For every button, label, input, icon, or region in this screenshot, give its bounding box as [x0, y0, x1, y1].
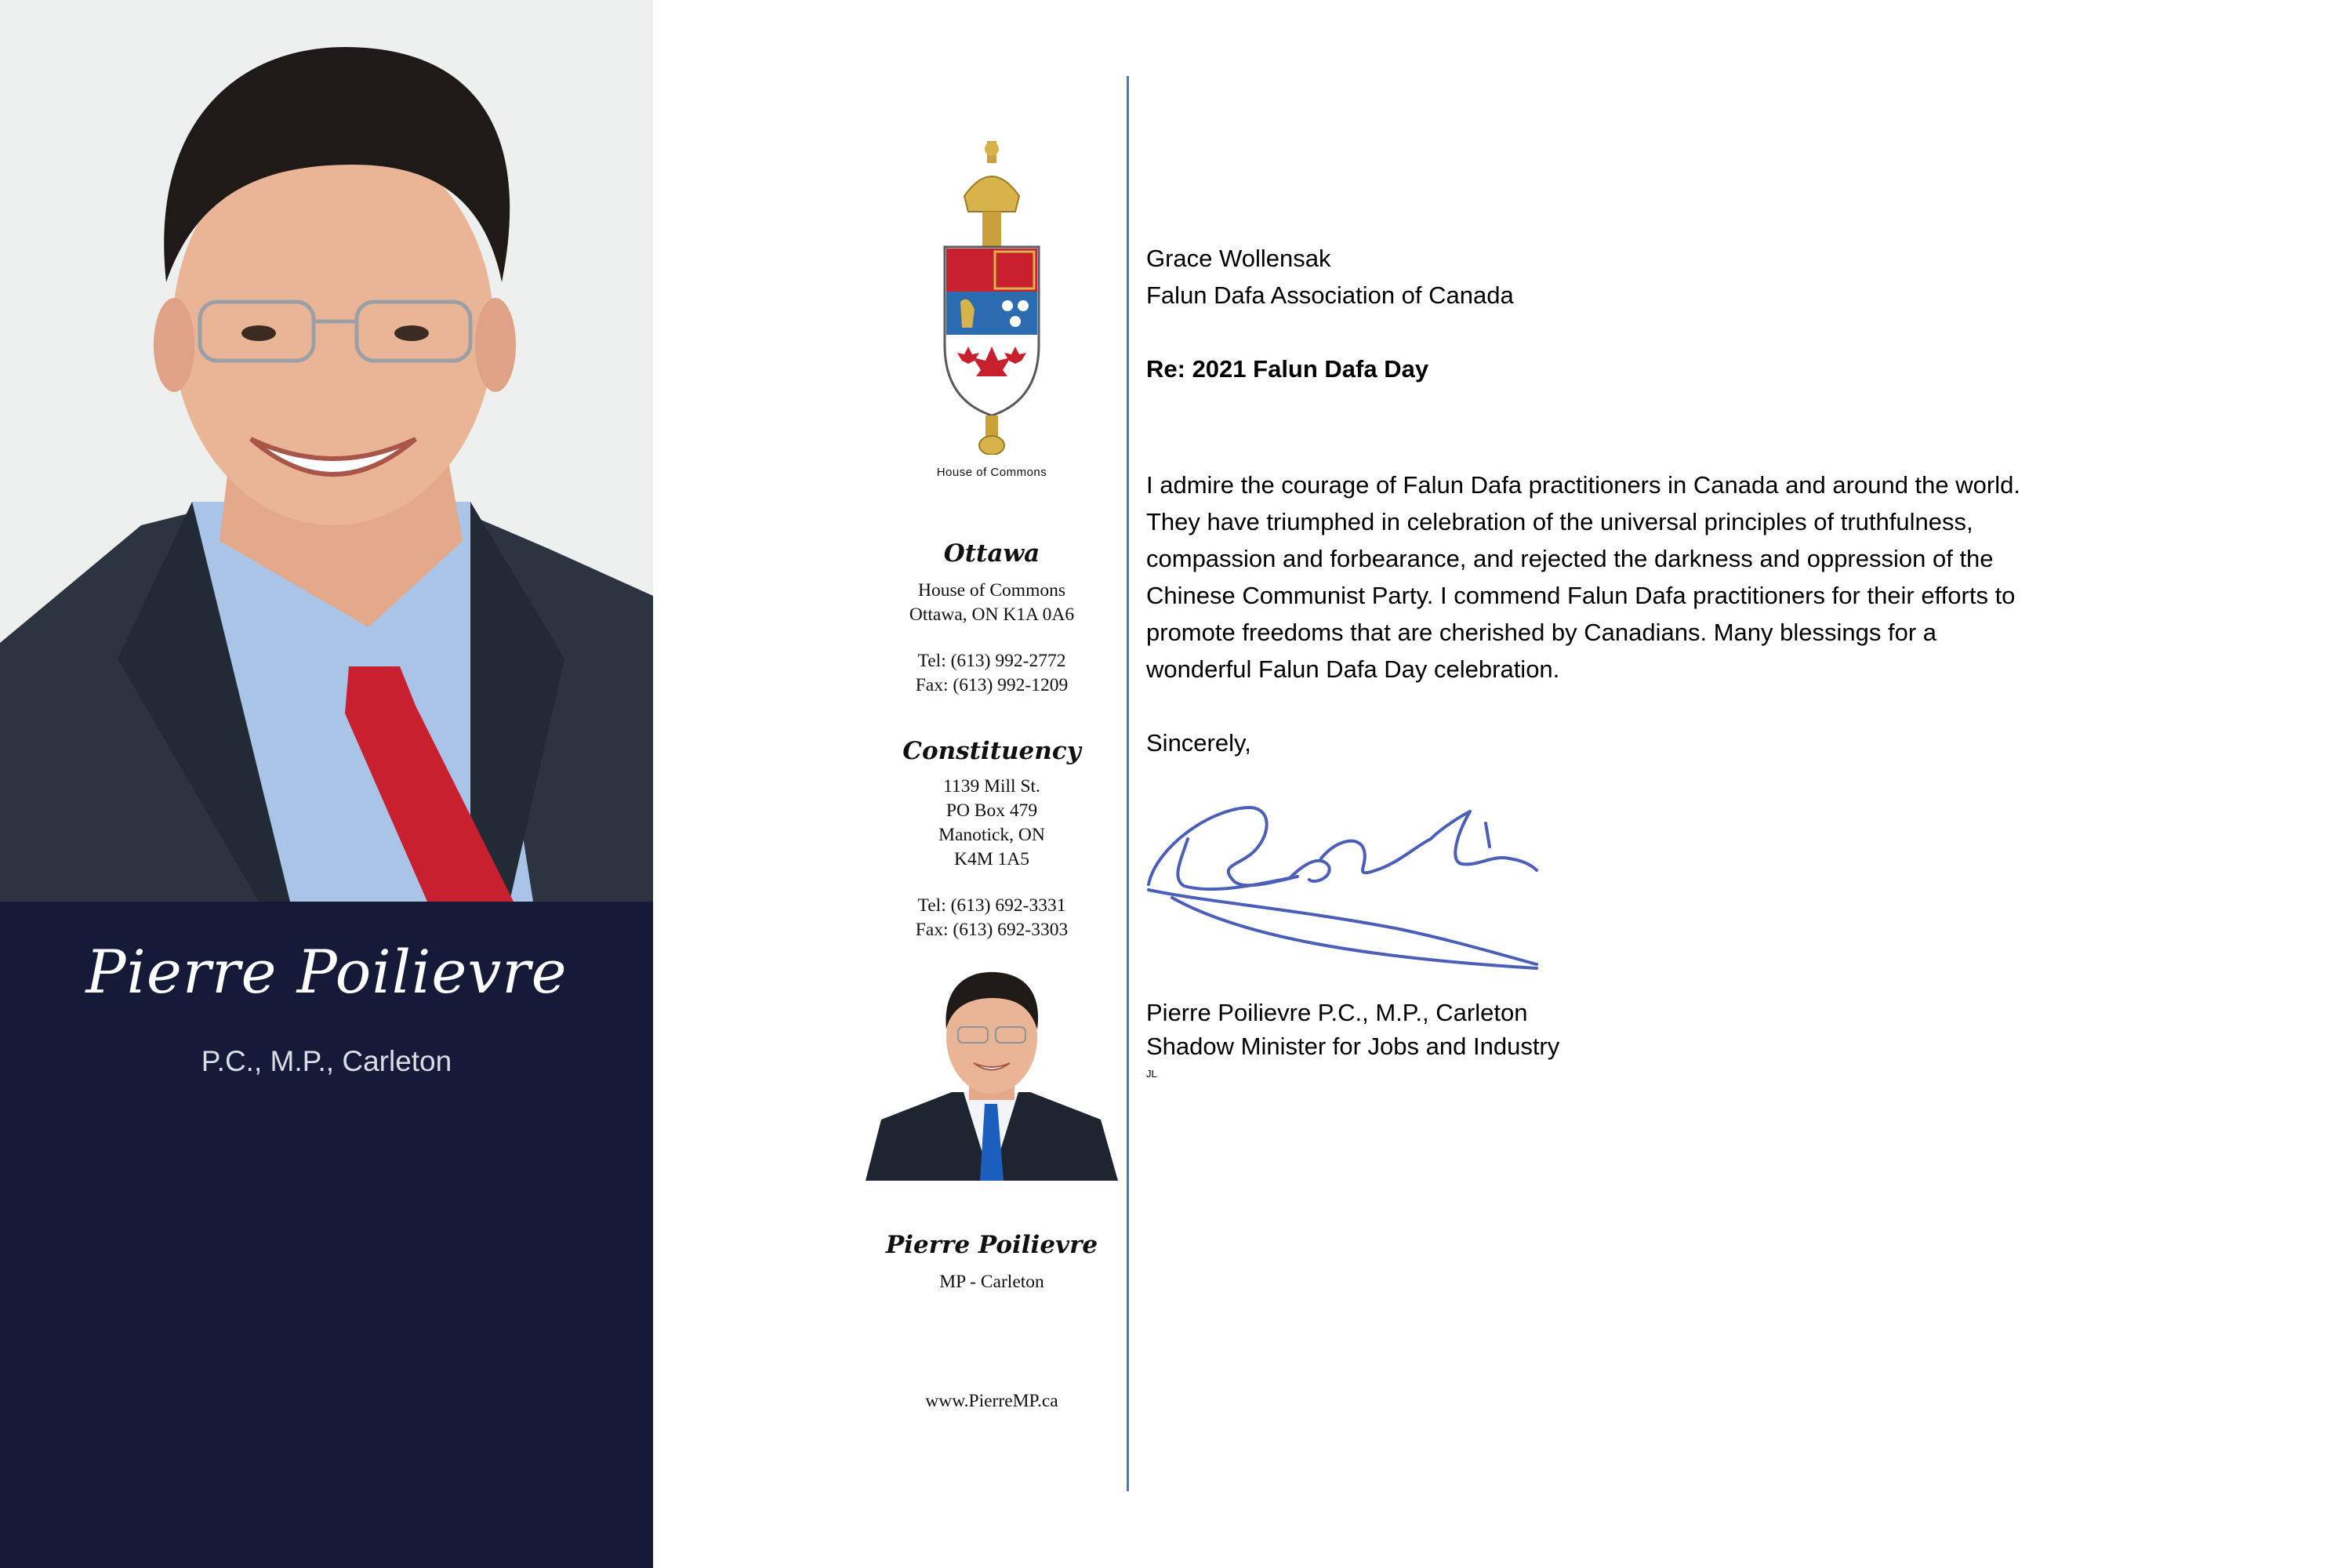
recipient-name: Grace Wollensak: [1146, 245, 1331, 272]
portrait-photo: [0, 0, 653, 902]
address-line: Ottawa, ON K1A 0A6: [909, 604, 1075, 625]
constituency-heading: Constituency: [902, 737, 1081, 765]
body-line: wonderful Falun Dafa Day celebration.: [1146, 655, 1560, 683]
address-line: PO Box 479: [946, 800, 1038, 821]
body-line: Chinese Communist Party. I commend Falun Dafa practitioners for their efforts to: [1146, 582, 2016, 609]
address-line: K4M 1A5: [954, 849, 1029, 869]
subject-text: Re: 2021 Falun Dafa Day: [1146, 355, 1429, 383]
ottawa-fax: Fax: (613) 992-1209: [915, 675, 1069, 695]
body-line: I admire the courage of Falun Dafa practitioners in Canada and around the world.: [1146, 471, 2020, 499]
mini-portrait-photo: [866, 963, 1118, 1181]
vertical-divider: [1127, 76, 1129, 1491]
handwritten-signature: [1141, 792, 1564, 984]
letterhead-sidebar: [862, 0, 1121, 1568]
address-line: House of Commons: [918, 580, 1065, 601]
typist-initials: JL: [1146, 1068, 1157, 1080]
ottawa-tel: Tel: (613) 992-2772: [917, 651, 1066, 671]
address-line: Manotick, ON: [938, 825, 1045, 845]
signer-name: Pierre Poilievre P.C., M.P., Carleton: [1146, 999, 1528, 1026]
closing: [1146, 724, 1251, 761]
mp-title: MP - Carleton: [939, 1272, 1044, 1292]
closing-text: Sincerely,: [1146, 729, 1251, 757]
constituency-address: [862, 775, 1121, 872]
website-link[interactable]: www.PierreMP.ca: [925, 1391, 1058, 1411]
ottawa-address: [862, 579, 1121, 627]
profile-name: Pierre Poilievre: [85, 937, 568, 1007]
recipient-org: Falun Dafa Association of Canada: [1146, 281, 1514, 309]
letter-paragraph: [1146, 466, 2020, 688]
constituency-tel: Tel: (613) 692-3331: [917, 895, 1066, 916]
signer-block: [1146, 996, 1559, 1063]
constituency-fax: Fax: (613) 692-3303: [915, 920, 1069, 940]
subject-line: [1146, 350, 1428, 387]
profile-panel: [0, 0, 653, 1568]
signer-title: Shadow Minister for Jobs and Industry: [1146, 1033, 1560, 1060]
constituency-contact: [862, 894, 1121, 942]
ottawa-contact: [862, 649, 1121, 698]
body-line: compassion and forbearance, and rejected the darkness and oppression of the: [1146, 545, 1994, 572]
body-line: They have triumphed in celebration of the universal principles of truthfulness,: [1146, 508, 1973, 535]
house-of-commons-crest-icon: [929, 141, 1054, 459]
address-line: 1139 Mill St.: [943, 776, 1040, 797]
recipient-block: [1146, 240, 1514, 314]
crest-caption: House of Commons: [936, 466, 1047, 479]
profile-title: P.C., M.P., Carleton: [201, 1045, 452, 1077]
ottawa-heading: Ottawa: [943, 539, 1040, 568]
body-line: promote freedoms that are cherished by Canadians. Many blessings for a: [1146, 619, 1937, 646]
mp-name: Pierre Poilievre: [885, 1231, 1098, 1259]
